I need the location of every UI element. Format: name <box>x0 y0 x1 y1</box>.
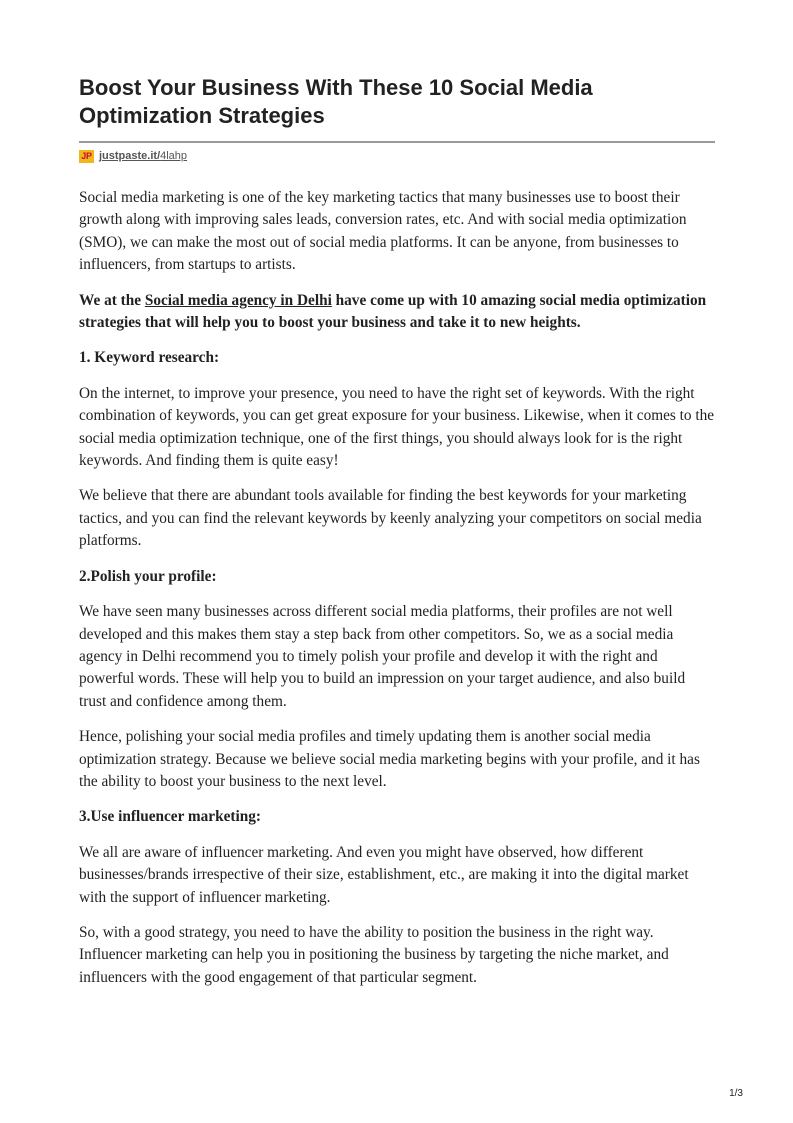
source-line <box>79 149 715 163</box>
section-paragraph: So, with a good strategy, you need to have the ability to position the business in the right way. Influencer marketing can help you in positioning the business by targeting the niche market, and influencers with the good engagement of that particular segment. <box>79 923 669 986</box>
section-paragraph: On the internet, to improve your presence, you need to have the right set of keywords. With the right combination of keywords, you can get great exposure for your business. Likewise, when it comes to the social media optimization technique, one of the first things, you should always look for is the right keywords. And finding them is quite easy! <box>79 384 715 470</box>
agency-link[interactable]: Social media agency in Delhi <box>144 291 332 309</box>
section-paragraph: We have seen many businesses across different social media platforms, their profiles are not well developed and this makes them stay a step back from other competitors. So, we as a social media agency in Delhi recommend you to timely polish your profile and develop it with the right and powerful words. These will help you to build an impression on your target audience, and also build trust and confidence among them. <box>79 603 686 710</box>
article-title: Boost Your Business With These 10 Social Media Optimization Strategies <box>79 75 593 128</box>
lead-after: have come up with 10 amazing social media optimization strategies that will help you to boost your business and take it to new heights. <box>79 291 707 332</box>
page-number: 1/3 <box>729 1088 743 1099</box>
intro-paragraph: Social media marketing is one of the key marketing tactics that many businesses use to boost their growth along with improving sales leads, conversion rates, etc. And with social media optimization (SMO), we can make the most out of social media platforms. It can be anyone, from businesses to influencers, from startups to artists. <box>79 189 687 274</box>
section-heading-influencer-marketing: 3.Use influencer marketing: <box>79 808 261 826</box>
title-divider <box>79 141 715 143</box>
section-paragraph: We believe that there are abundant tools available for finding the best keywords for your marketing tactics, and you can find the relevant keywords by keenly analyzing your competitors on social media platforms. <box>79 487 702 550</box>
lead-paragraph <box>79 290 715 335</box>
section-paragraph: We all are aware of influencer marketing. And even you might have observed, how different businesses/brands irrespective of their size, establishment, etc., are making it into the digital market with the support of influencer marketing. <box>79 843 689 906</box>
document-page <box>79 74 715 1002</box>
source-link[interactable] <box>99 150 187 162</box>
source-domain: justpaste.it/ <box>99 150 161 162</box>
justpaste-logo-icon: JP <box>79 150 94 163</box>
section-paragraph: Hence, polishing your social media profiles and timely updating them is another social media optimization strategy. Because we believe social media marketing begins with your profile, and it has the ability to boost your business to the next level. <box>79 728 700 790</box>
source-path: 4lahp <box>160 150 188 162</box>
section-heading-keyword-research: 1. Keyword research: <box>79 349 220 367</box>
section-heading-polish-profile: 2.Polish your profile: <box>79 567 217 585</box>
lead-before: We at the <box>79 291 145 309</box>
article-body <box>79 187 715 989</box>
